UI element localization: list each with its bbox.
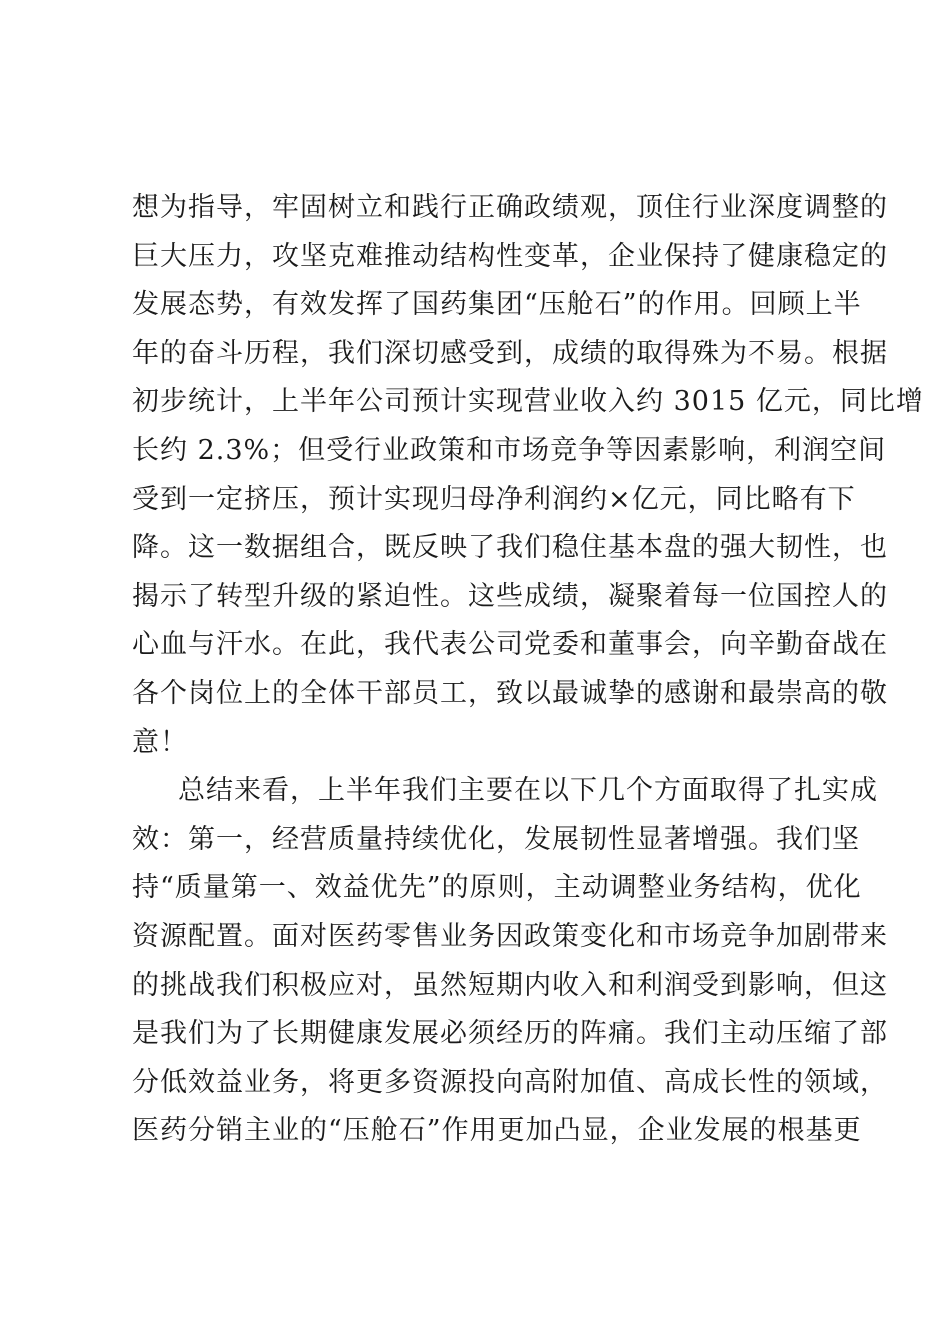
- text-line: 分低效益业务，将更多资源投向高附加值、高成长性的领域，: [132, 1066, 888, 1098]
- text-line: 巨大压力，攻坚克难推动结构性变革，企业保持了健康稳定的: [132, 240, 888, 272]
- text-line: 持“质量第一、效益优先”的原则，主动调整业务结构，优化: [132, 872, 862, 904]
- text-line: 心血与汗水。在此，我代表公司党委和董事会，向辛勤奋战在: [132, 629, 888, 661]
- text-line: 是我们为了长期健康发展必须经历的阵痛。我们主动压缩了部: [132, 1018, 888, 1050]
- text-line: 各个岗位上的全体干部员工，致以最诚挚的感谢和最崇高的敬: [132, 677, 888, 709]
- text-line: 效：第一，经营质量持续优化，发展韧性显著增强。我们坚: [132, 823, 860, 855]
- paragraph-2: [132, 767, 888, 1156]
- text-line: 发展态势，有效发挥了国药集团“压舱石”的作用。回顾上半: [132, 289, 862, 321]
- text-line: 长约 2.3%；但受行业政策和市场竞争等因素影响，利润空间: [132, 434, 887, 466]
- text-line: 资源配置。面对医药零售业务因政策变化和市场竞争加剧带来: [132, 920, 888, 952]
- text-line: 医药分销主业的“压舱石”作用更加凸显，企业发展的根基更: [132, 1115, 862, 1147]
- text-line: 总结来看，上半年我们主要在以下几个方面取得了扎实成: [178, 775, 878, 807]
- text-line: 揭示了转型升级的紧迫性。这些成绩，凝聚着每一位国控人的: [132, 580, 888, 612]
- paragraph-1: [132, 184, 924, 767]
- text-line: 初步统计，上半年公司预计实现营业收入约 3015 亿元，同比增: [132, 386, 924, 418]
- text-line: 的挑战我们积极应对，虽然短期内收入和利润受到影响，但这: [132, 969, 888, 1001]
- text-line: 想为指导，牢固树立和践行正确政绩观，顶住行业深度调整的: [132, 192, 888, 223]
- body-text: [132, 184, 924, 1156]
- text-line: 年的奋斗历程，我们深切感受到，成绩的取得殊为不易。根据: [132, 337, 888, 369]
- text-line: 意！: [132, 726, 188, 758]
- text-line: 受到一定挤压，预计实现归母净利润约×亿元，同比略有下: [132, 483, 856, 515]
- text-line: 降。这一数据组合，既反映了我们稳住基本盘的强大韧性，也: [132, 532, 888, 564]
